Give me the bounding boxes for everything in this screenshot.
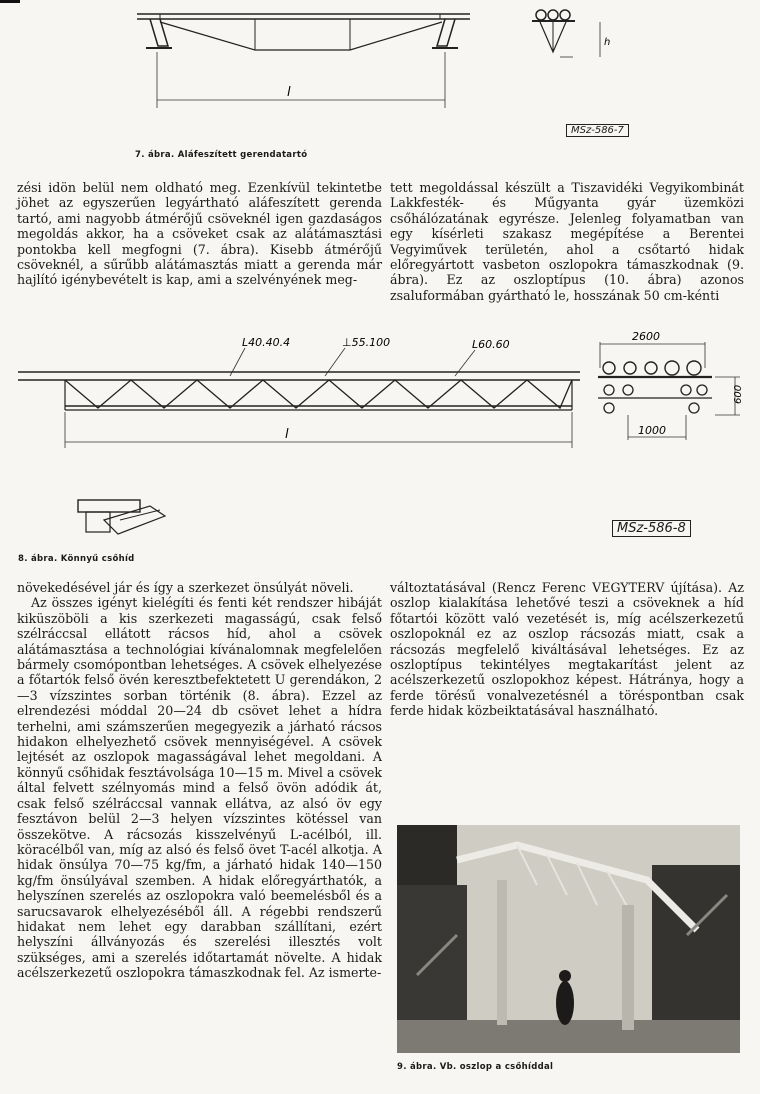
left-column [17,580,382,981]
top-left-paragraph: zési idön belül nem oldható meg. Ezenkívül tekintetbe jöhet az egyszerűen legyártható aláfeszített gerenda tartó, ami nagyobb átmérőjű csöveknél igen gazdaságos megoldás akkor, ha a csöveket csak az alátámasztási pontokba kell megfogni (7. ábra). Kisebb átmérőjű csöveknél, a sűrűbb alátámasztás miatt a gerenda már hajlító igénybevételt is kap, ami a szelvényének meg- [17,180,382,288]
figure-8-stamp: MSz-586-8 [612,520,691,537]
fig8-label-chord: L40.40.4 [242,336,291,349]
fig7-label-l: l [287,85,291,100]
figure-7-drawing [0,0,760,140]
figure-9-caption: 9. ábra. Vb. oszlop a csőhíddal [397,1062,554,1072]
right-paragraph-1: változtatásával (Rencz Ferenc VEGYTERV újítása). Az oszlop kialakítása lehetővé teszi a csöveknek a híd főtartói között való vezetését is, míg acélszerkezetű oszlopoknál ez az oszlop rácsozás miatt, csak a rácsozás megfelelő kiváltásával lehetséges. Ez az oszloptípus tekintélyes megtakarítást jelent az acélszerkezetű oszlopokhoz képest. Hátránya, hogy a ferde törésű vonalvezetésnél a töréspontban csak ferde hidak közbeiktatásával használható. [390,580,744,719]
fig8-dim-1000: 1000 [638,424,666,437]
figure-7-stamp: MSz-586-7 [566,124,629,137]
fig8-dim-600: 600 [733,384,744,404]
photo-illustration [397,825,740,1053]
fig8-dim-2600: 2600 [632,330,660,343]
left-paragraph-2: Az összes igényt kielégíti és fenti két rendszer hibáját kiküszöböli a kis szerkezeti magasságú, csak felső szélráccsal ellátott rácsos híd, ahol a csövek alátámasztása a technológiai kívánalomnak megfelelően bármely csomópontban lehetséges. A csövek elhelyezése a főtartók felső övén keresztbefektetett U gerendákon, 2—3 vízszintes sorban történik (8. ábra). Ezzel az elrendezési móddal 20—24 db csövet lehet a hídra terhelni, ami számszerűen megegyezik a járható rácsos hidakon elhelyezhető csövek mennyiségével. A csövek lejtését az oszlopok magasságával lehet megoldani. A könnyű csőhidak fesztávolsága 10—15 m. Mivel a csövek által felvett szélnyomás mind a felső övön adódik át, csak felső szélráccsal vannak ellátva, az alsó öv egy fesztávon belül 2—3 helyen vízszintes kötéssel van összekötve. A rácsozás kisszelvényű L-acélból, ill. köracélből van, míg az alsó és felső övet T-acél alkotja. A hidak önsúlya 70—75 kg/fm, a járható hidak 140—150 kg/fm önsúlyával szemben. A hidak előregyárthatók, a helyszínen szerelés az oszlopokra való beemelésből és a sarucsavarok elhelyezéséből áll. A régebbi rendszerű hidakat nem lehet egy darabban szállítani, ezért helyszíni állványozás és szerelési illesztés volt szükséges, ami a szerelés időtartamát növelte. A hidak acélszerkezetű oszlopokra támaszkodnak fel. Az ismerte- [17,595,382,981]
fig8-label-l: l [285,427,289,442]
fig7-label-h: h [604,37,611,48]
fig8-label-section: ⊥55.100 [342,336,391,349]
right-column [390,580,744,719]
figure-8-drawing [0,320,760,545]
fig8-label-lattice: L60.60 [472,338,510,351]
top-right-paragraph: tett megoldással készült a Tiszavidéki Vegyikombinát Lakkfesték- és Műgyanta gyár üzemközi csőhálózatának egyrésze. Jelenleg folyamatban van egy kísérleti szakasz megépítése a Berentei Vegyiművek területén, ahol a csőtartó hidak előregyártott vasbeton oszlopokra támaszkodnak (9. ábra). Ez az oszloptípus (10. ábra) azonos zsaluformában gyártható le, hosszának 50 cm-kénti [390,180,744,303]
figure-8-caption: 8. ábra. Könnyű csőhíd [18,554,135,564]
figure-9-photo [397,825,740,1053]
figure-7-caption: 7. ábra. Aláfeszített gerendatartó [135,150,308,160]
left-paragraph-1: növekedésével jár és így a szerkezet önsúlyát növeli. [17,580,354,595]
